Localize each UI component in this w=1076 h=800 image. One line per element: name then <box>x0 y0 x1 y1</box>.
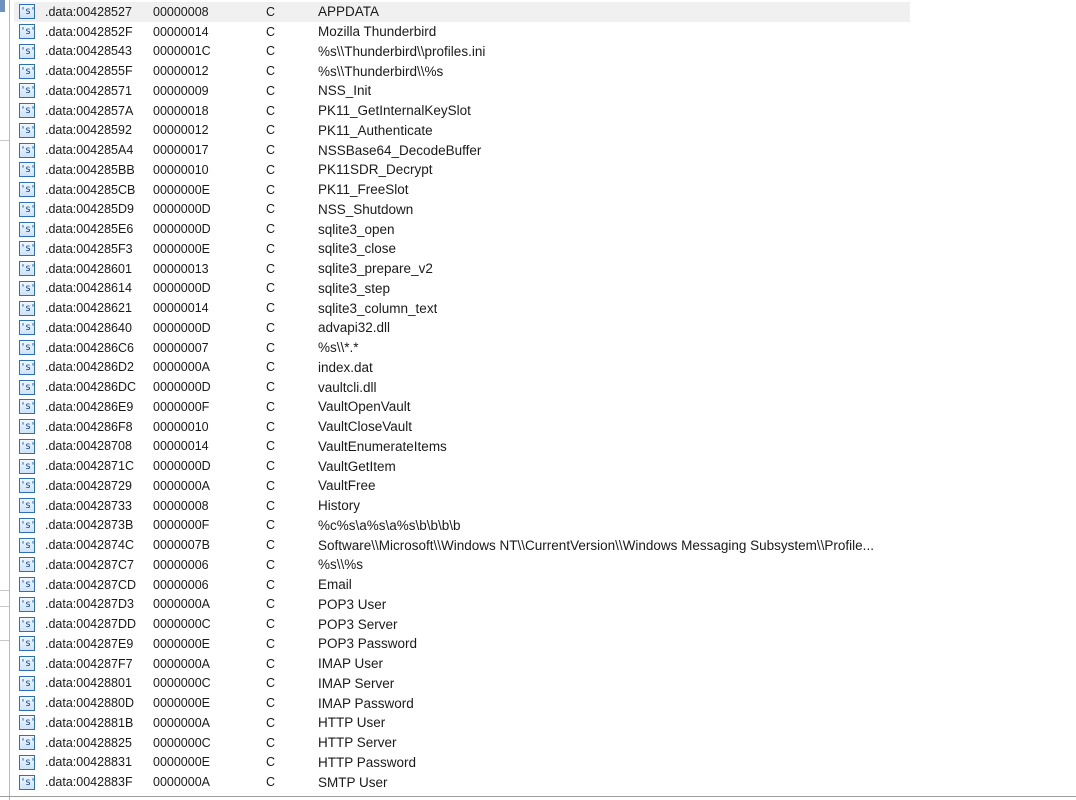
string-length: 0000000E <box>153 755 211 770</box>
string-address: .data:00428640 <box>45 320 132 335</box>
string-length: 00000012 <box>153 64 209 79</box>
string-type: C <box>266 380 276 395</box>
string-value: VaultOpenVault <box>318 399 411 415</box>
string-value: VaultFree <box>318 478 376 494</box>
string-length: 0000000E <box>153 696 211 711</box>
string-type: C <box>266 735 276 750</box>
string-value: NSSBase64_DecodeBuffer <box>318 142 482 158</box>
string-address: .data:00428831 <box>45 755 132 770</box>
string-length: 0000000C <box>153 735 211 750</box>
string-row[interactable] <box>14 713 1076 733</box>
string-address: .data:00428733 <box>45 498 132 513</box>
string-row[interactable] <box>14 693 1076 713</box>
string-type-icon: 's' <box>20 164 36 176</box>
string-address: .data:00428543 <box>45 44 132 59</box>
string-address: .data:0042881B <box>45 715 134 730</box>
string-type-icon: 's' <box>20 480 36 492</box>
string-value: index.dat <box>318 359 373 375</box>
string-row[interactable] <box>14 516 1076 536</box>
string-address: .data:0042855F <box>45 64 133 79</box>
string-value: sqlite3_open <box>318 221 395 237</box>
string-length: 0000000F <box>153 399 210 414</box>
string-type: C <box>266 320 276 335</box>
string-type-icon: 's' <box>20 361 36 373</box>
string-value: %s\\Thunderbird\\profiles.ini <box>318 43 486 59</box>
string-type: C <box>266 301 276 316</box>
string-address: .data:0042873B <box>45 518 134 533</box>
string-type-icon: 's' <box>20 65 36 77</box>
string-row[interactable] <box>14 81 1076 101</box>
string-address: .data:00428801 <box>45 676 132 691</box>
string-row[interactable] <box>14 654 1076 674</box>
string-type-icon: 's' <box>20 440 36 452</box>
string-type: C <box>266 538 276 553</box>
string-type-icon: 's' <box>20 539 36 551</box>
string-value: HTTP User <box>318 715 386 731</box>
string-type-icon: 's' <box>20 717 36 729</box>
string-address: .data:004287C7 <box>45 557 134 572</box>
string-row[interactable] <box>14 772 1076 792</box>
string-row[interactable] <box>14 219 1076 239</box>
string-row[interactable] <box>14 2 910 22</box>
string-value: advapi32.dll <box>318 320 391 336</box>
string-value: NSS_Shutdown <box>318 201 414 217</box>
string-value: Email <box>318 577 352 593</box>
string-length: 0000000A <box>153 715 211 730</box>
string-length: 00000010 <box>153 419 209 434</box>
string-type: C <box>266 617 276 632</box>
string-length: 0000000D <box>153 202 211 217</box>
string-row[interactable] <box>14 377 1076 397</box>
string-type-icon: 's' <box>20 618 36 630</box>
string-type-icon: 's' <box>20 598 36 610</box>
string-row[interactable] <box>14 318 1076 338</box>
string-value: PK11_Authenticate <box>318 122 433 138</box>
string-type-icon: 's' <box>20 105 36 117</box>
string-value: POP3 Password <box>318 636 418 652</box>
string-type: C <box>266 241 276 256</box>
string-length: 00000010 <box>153 162 209 177</box>
string-length: 0000000A <box>153 597 211 612</box>
string-type: C <box>266 439 276 454</box>
string-address: .data:004287D3 <box>45 597 134 612</box>
string-type: C <box>266 24 276 39</box>
string-type-icon: 's' <box>20 756 36 768</box>
string-type: C <box>266 459 276 474</box>
string-type: C <box>266 123 276 138</box>
string-type-icon: 's' <box>20 184 36 196</box>
string-length: 00000014 <box>153 301 209 316</box>
string-length: 00000008 <box>153 4 209 19</box>
string-address: .data:004287F7 <box>45 656 133 671</box>
string-address: .data:0042880D <box>45 696 134 711</box>
string-address: .data:004285A4 <box>45 143 134 158</box>
string-type: C <box>266 281 276 296</box>
string-address: .data:004286DC <box>45 380 137 395</box>
string-value: vaultcli.dll <box>318 379 377 395</box>
string-address: .data:00428708 <box>45 439 132 454</box>
string-type: C <box>266 636 276 651</box>
string-value: POP3 User <box>318 596 387 612</box>
string-value: PK11_FreeSlot <box>318 182 409 198</box>
string-row[interactable] <box>14 496 1076 516</box>
string-value: HTTP Server <box>318 735 397 751</box>
string-length: 0000000A <box>153 478 211 493</box>
string-row[interactable] <box>14 535 1076 555</box>
string-length: 0000000E <box>153 182 211 197</box>
string-type-icon: 's' <box>20 519 36 531</box>
string-row[interactable] <box>14 121 1076 141</box>
string-type: C <box>266 162 276 177</box>
string-row[interactable] <box>14 140 1076 160</box>
string-length: 0000000E <box>153 636 211 651</box>
string-length: 00000014 <box>153 439 209 454</box>
string-address: .data:00428621 <box>45 301 132 316</box>
string-value: PK11SDR_Decrypt <box>318 162 433 178</box>
string-value: Mozilla Thunderbird <box>318 24 437 40</box>
string-length: 00000018 <box>153 103 209 118</box>
string-type: C <box>266 340 276 355</box>
string-row[interactable] <box>14 101 1076 121</box>
string-type-icon: 's' <box>20 144 36 156</box>
string-row[interactable] <box>14 298 1076 318</box>
string-type-icon: 's' <box>20 282 36 294</box>
string-type-icon: 's' <box>20 26 36 38</box>
string-value: VaultCloseVault <box>318 419 413 435</box>
string-length: 00000013 <box>153 261 209 276</box>
string-type-icon: 's' <box>20 677 36 689</box>
string-row[interactable] <box>14 42 1076 62</box>
string-type-icon: 's' <box>20 342 36 354</box>
string-row[interactable] <box>14 733 1076 753</box>
string-type: C <box>266 103 276 118</box>
string-value: IMAP Password <box>318 695 414 711</box>
string-type-icon: 's' <box>20 658 36 670</box>
string-type: C <box>266 360 276 375</box>
string-type-icon: 's' <box>20 45 36 57</box>
string-value: HTTP Password <box>318 754 417 770</box>
string-row[interactable] <box>14 595 1076 615</box>
string-type-icon: 's' <box>20 579 36 591</box>
string-row[interactable] <box>14 614 1076 634</box>
string-type-icon: 's' <box>20 401 36 413</box>
string-address: .data:004286D2 <box>45 360 134 375</box>
string-type: C <box>266 4 276 19</box>
string-address: .data:004285E6 <box>45 222 134 237</box>
string-value: %s\\Thunderbird\\%s <box>318 63 444 79</box>
string-address: .data:004286C6 <box>45 340 134 355</box>
string-row[interactable] <box>14 575 1076 595</box>
string-row[interactable] <box>14 338 1076 358</box>
left-panel-divider <box>0 590 9 591</box>
string-value: IMAP Server <box>318 675 395 691</box>
string-type: C <box>266 44 276 59</box>
string-row[interactable] <box>14 476 1076 496</box>
string-value: sqlite3_prepare_v2 <box>318 261 433 277</box>
string-type-icon: 's' <box>20 203 36 215</box>
string-type-icon: 's' <box>20 500 36 512</box>
string-value: PK11_GetInternalKeySlot <box>318 103 471 119</box>
string-row[interactable] <box>14 22 1076 42</box>
string-address: .data:0042857A <box>45 103 134 118</box>
string-row[interactable] <box>14 160 1076 180</box>
left-panel-edge[interactable] <box>0 0 10 800</box>
string-length: 00000017 <box>153 143 209 158</box>
string-address: .data:00428571 <box>45 83 132 98</box>
string-type: C <box>266 676 276 691</box>
string-length: 00000008 <box>153 498 209 513</box>
string-address: .data:00428614 <box>45 281 132 296</box>
string-type-icon: 's' <box>20 776 36 788</box>
string-type-icon: 's' <box>20 421 36 433</box>
string-row[interactable] <box>14 239 1076 259</box>
string-type: C <box>266 143 276 158</box>
string-length: 0000000E <box>153 241 211 256</box>
string-type: C <box>266 775 276 790</box>
string-type-icon: 's' <box>20 381 36 393</box>
string-type: C <box>266 64 276 79</box>
string-type: C <box>266 202 276 217</box>
string-type: C <box>266 715 276 730</box>
left-panel-divider <box>0 640 9 641</box>
string-row[interactable] <box>14 397 1076 417</box>
string-type: C <box>266 419 276 434</box>
string-value: %c%s\a%s\a%s\b\b\b\b <box>318 517 461 533</box>
string-type: C <box>266 261 276 276</box>
string-length: 0000001C <box>153 44 211 59</box>
left-panel-divider <box>0 140 9 141</box>
string-type-icon: 's' <box>20 737 36 749</box>
string-length: 0000000D <box>153 380 211 395</box>
string-length: 0000000C <box>153 617 211 632</box>
string-address: .data:0042874C <box>45 538 134 553</box>
string-address: .data:00428825 <box>45 735 132 750</box>
string-row[interactable] <box>14 180 1076 200</box>
left-panel-marker <box>0 0 5 12</box>
string-type: C <box>266 518 276 533</box>
string-length: 0000000D <box>153 320 211 335</box>
string-length: 00000014 <box>153 24 209 39</box>
string-type-icon: 's' <box>20 85 36 97</box>
string-type-icon: 's' <box>20 559 36 571</box>
string-address: .data:004287E9 <box>45 636 134 651</box>
list-bottom-border <box>0 796 1076 797</box>
string-value: APPDATA <box>318 4 380 20</box>
string-type: C <box>266 399 276 414</box>
string-type: C <box>266 478 276 493</box>
string-row[interactable] <box>14 259 1076 279</box>
string-row[interactable] <box>14 417 1076 437</box>
string-value: sqlite3_step <box>318 280 391 296</box>
string-type: C <box>266 498 276 513</box>
string-row[interactable] <box>14 61 1076 81</box>
string-length: 00000006 <box>153 577 209 592</box>
left-panel-divider <box>0 606 9 607</box>
string-row[interactable] <box>14 279 1076 299</box>
string-type-icon: 's' <box>20 263 36 275</box>
string-address: .data:00428729 <box>45 478 132 493</box>
string-type-icon: 's' <box>20 243 36 255</box>
string-type-icon: 's' <box>20 697 36 709</box>
string-type: C <box>266 182 276 197</box>
strings-list[interactable] <box>14 2 1076 792</box>
string-length: 0000000A <box>153 360 211 375</box>
string-type: C <box>266 222 276 237</box>
string-row[interactable] <box>14 456 1076 476</box>
string-address: .data:004285D9 <box>45 202 134 217</box>
string-address: .data:004287DD <box>45 617 137 632</box>
string-address: .data:004287CD <box>45 577 137 592</box>
string-value: sqlite3_column_text <box>318 300 438 316</box>
string-address: .data:00428601 <box>45 261 132 276</box>
string-value: %s\\*.* <box>318 340 359 356</box>
string-row[interactable] <box>14 674 1076 694</box>
string-length: 0000000C <box>153 676 211 691</box>
string-value: SMTP User <box>318 774 388 790</box>
string-length: 0000000D <box>153 459 211 474</box>
string-row[interactable] <box>14 555 1076 575</box>
string-value: POP3 Server <box>318 616 398 632</box>
string-address: .data:0042852F <box>45 24 133 39</box>
string-type-icon: 's' <box>20 223 36 235</box>
string-row[interactable] <box>14 634 1076 654</box>
string-length: 00000006 <box>153 557 209 572</box>
string-type: C <box>266 557 276 572</box>
string-row[interactable] <box>14 358 1076 378</box>
string-length: 0000007B <box>153 538 211 553</box>
string-address: .data:004285CB <box>45 182 136 197</box>
string-value: VaultGetItem <box>318 458 396 474</box>
string-value: %s\\%s <box>318 557 364 573</box>
string-length: 0000000D <box>153 222 211 237</box>
string-type-icon: 's' <box>20 460 36 472</box>
string-type: C <box>266 755 276 770</box>
string-type: C <box>266 656 276 671</box>
string-value: Software\\Microsoft\\Windows NT\\CurrentVersion\\Windows Messaging Subsystem\\Profile... <box>318 537 874 553</box>
string-length: 00000009 <box>153 83 209 98</box>
string-address: .data:0042871C <box>45 459 134 474</box>
string-address: .data:00428592 <box>45 123 132 138</box>
string-type: C <box>266 696 276 711</box>
string-address: .data:00428527 <box>45 4 132 19</box>
string-length: 00000012 <box>153 123 209 138</box>
string-value: NSS_Init <box>318 83 372 99</box>
string-length: 0000000D <box>153 281 211 296</box>
string-type-icon: 's' <box>20 124 36 136</box>
string-type: C <box>266 597 276 612</box>
string-type-icon: 's' <box>20 638 36 650</box>
string-type-icon: 's' <box>20 322 36 334</box>
string-row[interactable] <box>14 437 1076 457</box>
string-address: .data:004286F8 <box>45 419 133 434</box>
string-length: 0000000A <box>153 656 211 671</box>
string-address: .data:004285BB <box>45 162 135 177</box>
string-length: 0000000A <box>153 775 211 790</box>
string-value: History <box>318 498 361 514</box>
string-row[interactable] <box>14 200 1076 220</box>
string-row[interactable] <box>14 753 1076 773</box>
string-length: 00000007 <box>153 340 209 355</box>
string-value: sqlite3_close <box>318 241 397 257</box>
string-address: .data:004285F3 <box>45 241 133 256</box>
string-value: IMAP User <box>318 656 384 672</box>
string-length: 0000000F <box>153 518 210 533</box>
string-type-icon: 's' <box>20 6 36 18</box>
string-address: .data:0042883F <box>45 775 133 790</box>
string-type: C <box>266 83 276 98</box>
string-value: VaultEnumerateItems <box>318 438 447 454</box>
string-type: C <box>266 577 276 592</box>
string-type-icon: 's' <box>20 302 36 314</box>
string-address: .data:004286E9 <box>45 399 134 414</box>
